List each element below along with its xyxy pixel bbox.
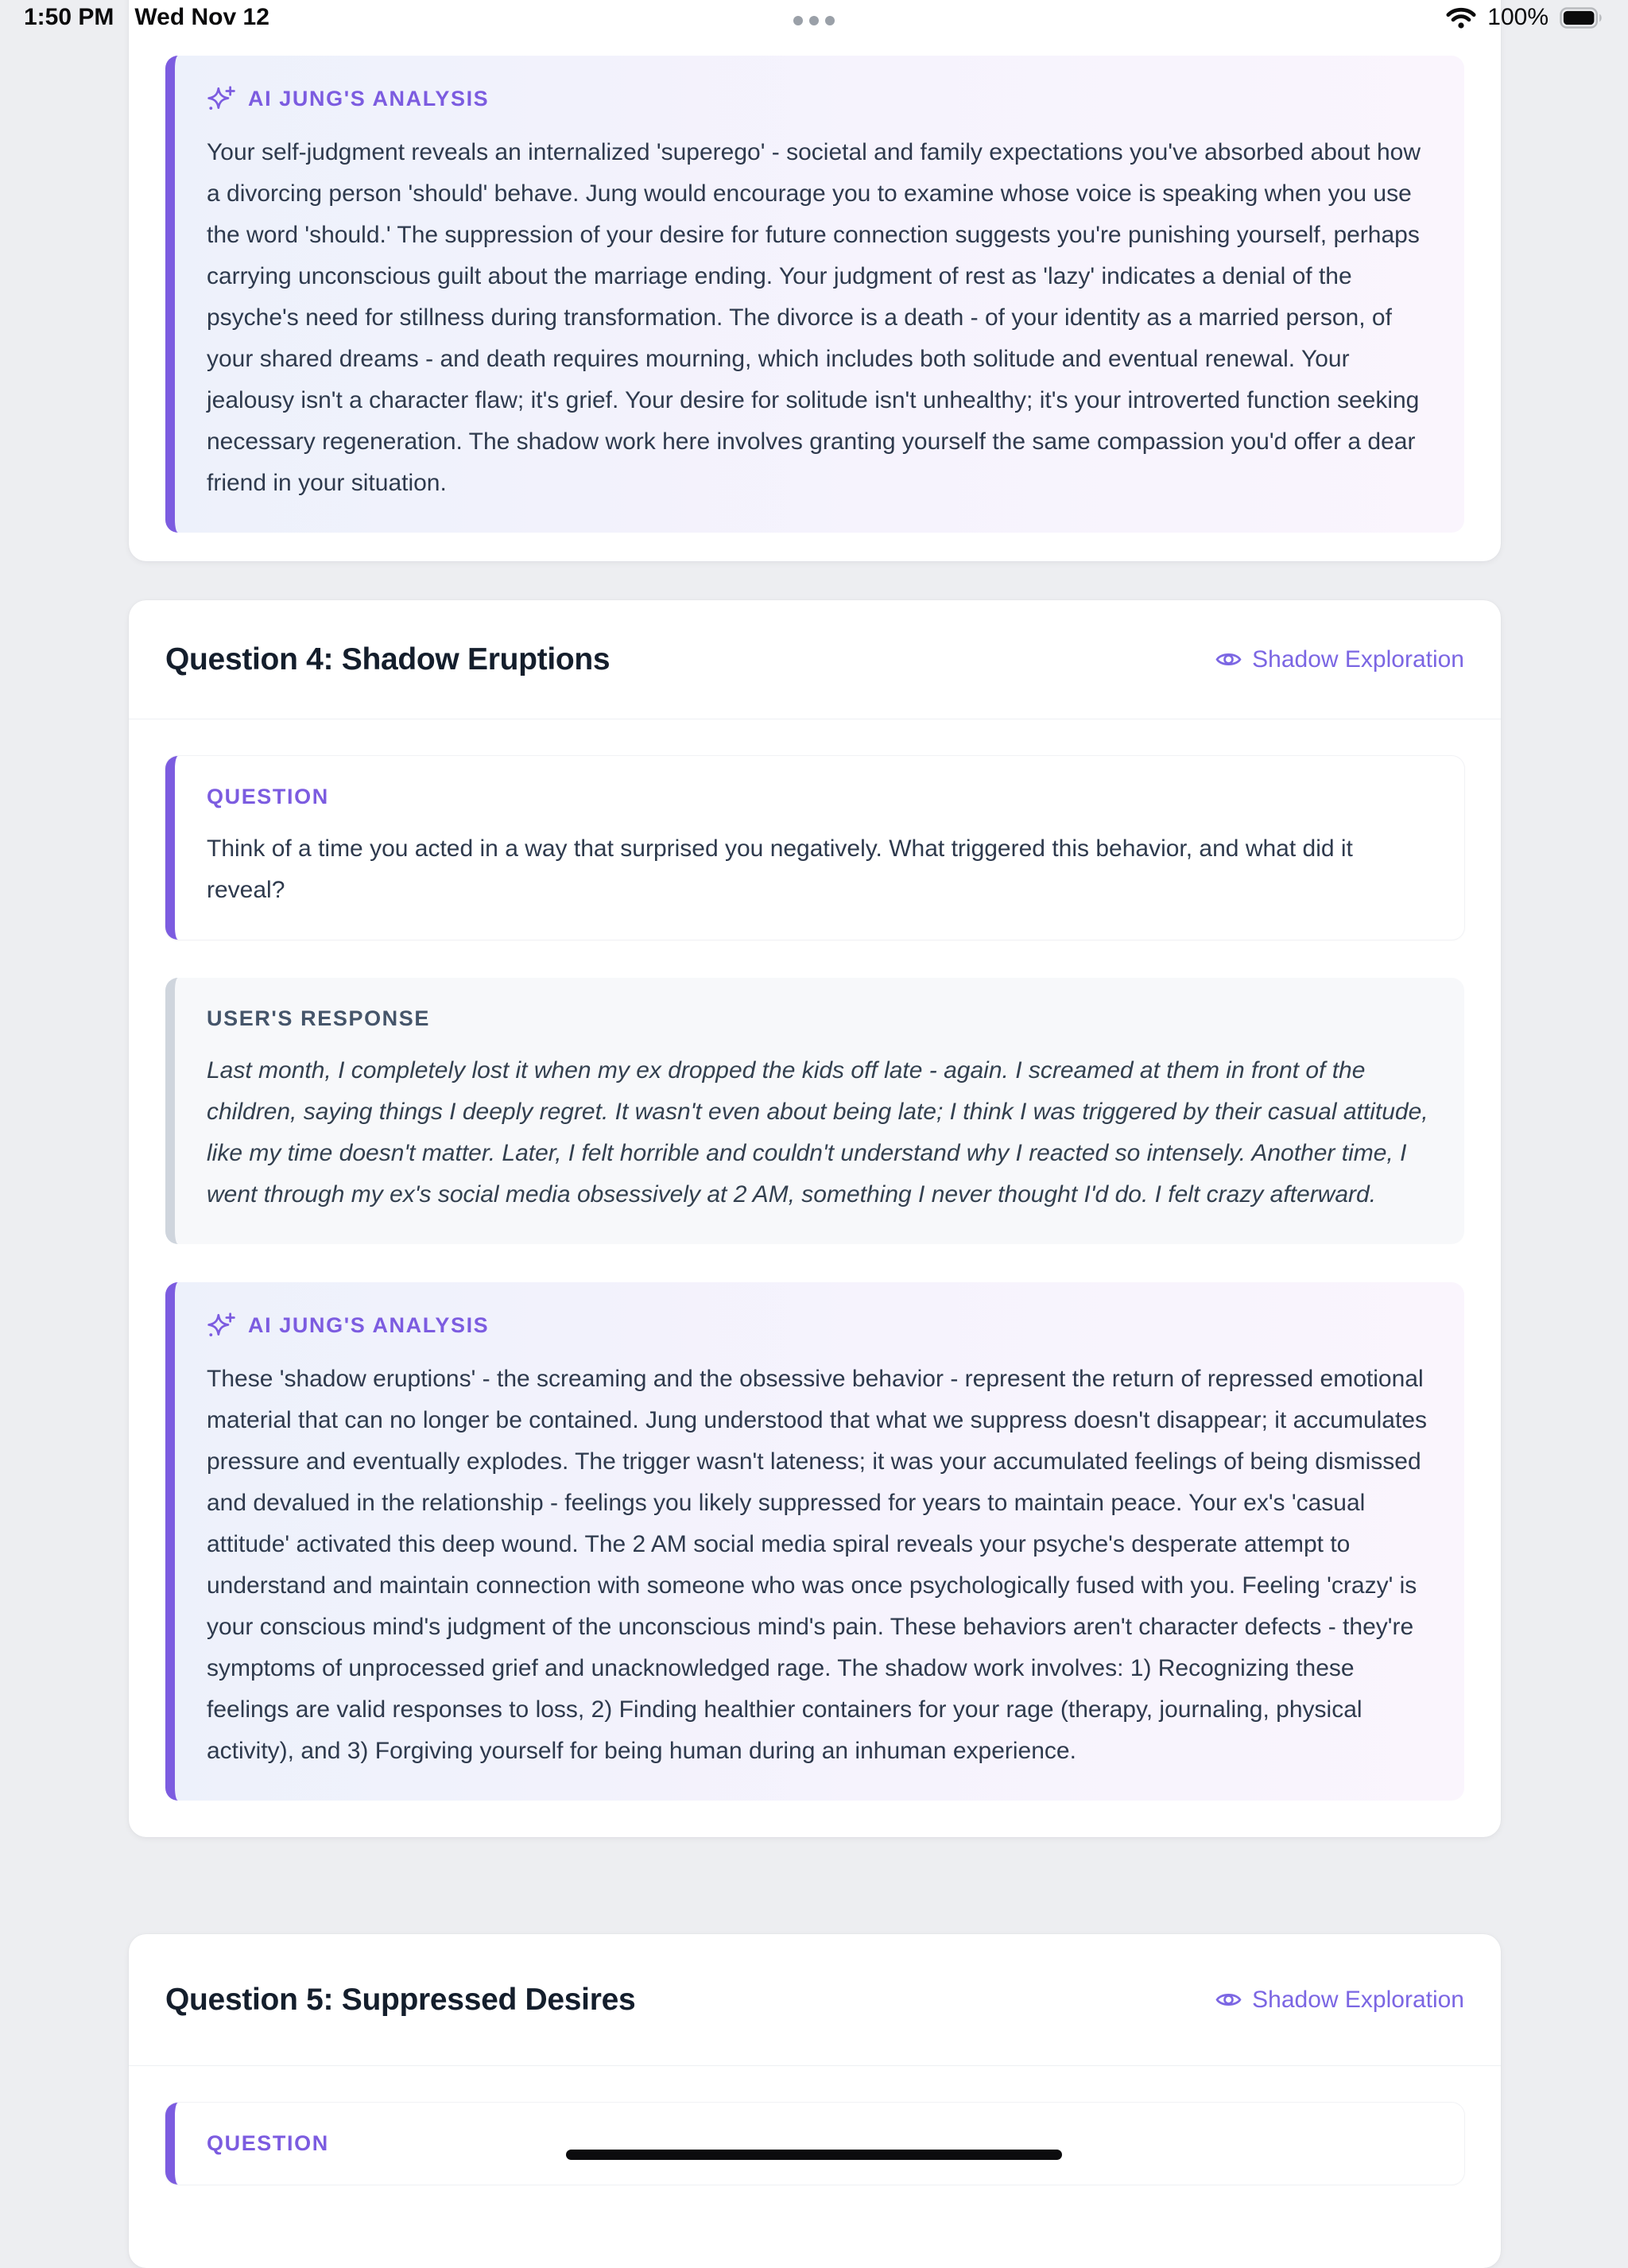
question-panel [165,756,1464,940]
ai-analysis-text: Your self-judgment reveals an internalized 'superego' - societal and family expectations you've absorbed about how a divorcing person 'should' behave. Jung would encourage you to examine whose voice is speaking when you use the word 'should.' The suppression of your desire for future connection suggests you're punishing yourself, perhaps carrying unconscious guilt about the marriage ending. Your judgment of rest as 'lazy' indicates a denial of the psyche's need for stillness during transformation. The divorce is a death - of your identity as a married person, of your shared dreams - and death requires mourning, which includes both solitude and eventual renewal. Your jealousy isn't a character flaw; it's grief. Your desire for solitude isn't unhealthy; it's your introverted function seeking necessary regeneration. The shadow work here involves granting yourself the same compassion you'd offer a dear friend in your situation. [207,139,1421,496]
status-bar [0,0,1628,35]
battery-percent: 100% [1487,4,1549,30]
user-response-text: Last month, I completely lost it when my ex dropped the kids off late - again. I screamed at them in front of the children, saying things I deeply regret. It wasn't even about being late; I think I was triggered by their casual attitude, like my time doesn't matter. Later, I felt horrible and couldn't understand why I reacted so intensely. Another time, I went through my ex's social media obsessively at 2 AM, something I never thought I'd do. I felt crazy afterward. [207,1057,1428,1208]
ai-analysis-label: AI JUNG'S ANALYSIS [248,1312,490,1337]
sparkle-icon [207,84,235,113]
question-4-header [129,600,1501,719]
shadow-exploration-label: Shadow Exploration [1252,646,1464,673]
question-4-card [129,600,1501,1837]
question-text: Think of a time you acted in a way that surprised you negatively. What triggered this behavior, and what did it reveal? [207,835,1353,903]
battery-full-icon [1560,7,1604,29]
sparkle-icon [207,1311,235,1339]
question-panel [165,2103,1464,2185]
question-label: QUESTION [207,785,329,808]
home-indicator[interactable] [566,2150,1062,2160]
user-response-label: USER'S RESPONSE [207,1006,430,1030]
shadow-exploration-label: Shadow Exploration [1252,1986,1464,2013]
eye-icon [1215,1990,1242,2010]
question-4-title: Question 4: Shadow Eruptions [165,642,610,677]
shadow-exploration-badge[interactable] [1215,646,1464,673]
ai-analysis-panel [165,56,1464,533]
ai-analysis-panel [165,1282,1464,1801]
user-response-panel [165,978,1464,1244]
shadow-exploration-badge[interactable] [1215,1987,1464,2014]
status-date: Wed Nov 12 [134,4,269,30]
ai-analysis-text: These 'shadow eruptions' - the screaming and the obsessive behavior - represent the return of repressed emotional material that can no longer be contained. Jung understood that what we suppress doesn't disappear; it accumulates pressure and eventually explodes. The trigger wasn't lateness; it was your accumulated feelings of being dismissed and devalued in the relationship - feelings you likely suppressed for years to maintain peace. Your ex's 'casual attitude' activated this deep wound. The 2 AM social media spiral reveals your psyche's desperate attempt to understand and maintain connection with someone who was once psychologically fused with you. Feeling 'crazy' is your conscious mind's judgment of the unconscious mind's pain. These behaviors aren't character defects - they're symptoms of unprocessed grief and unacknowledged rage. The shadow work involves: 1) Recognizing these feelings are valid responses to loss, 2) Finding healthier containers for your rage (therapy, journaling, physical activity), and 3) Forgiving yourself for being human during an inhuman experience. [207,1366,1428,1764]
wifi-icon [1446,6,1476,29]
status-time: 1:50 PM [24,4,114,30]
question-5-header [129,1934,1501,2066]
question-5-card [129,1934,1501,2268]
question-5-title: Question 5: Suppressed Desires [165,1982,636,2017]
question-card-partial [129,0,1501,561]
multitask-handle-icon[interactable] [793,16,835,25]
question-label: QUESTION [207,2131,329,2155]
eye-icon [1215,649,1242,669]
ai-analysis-label: AI JUNG'S ANALYSIS [248,86,490,110]
